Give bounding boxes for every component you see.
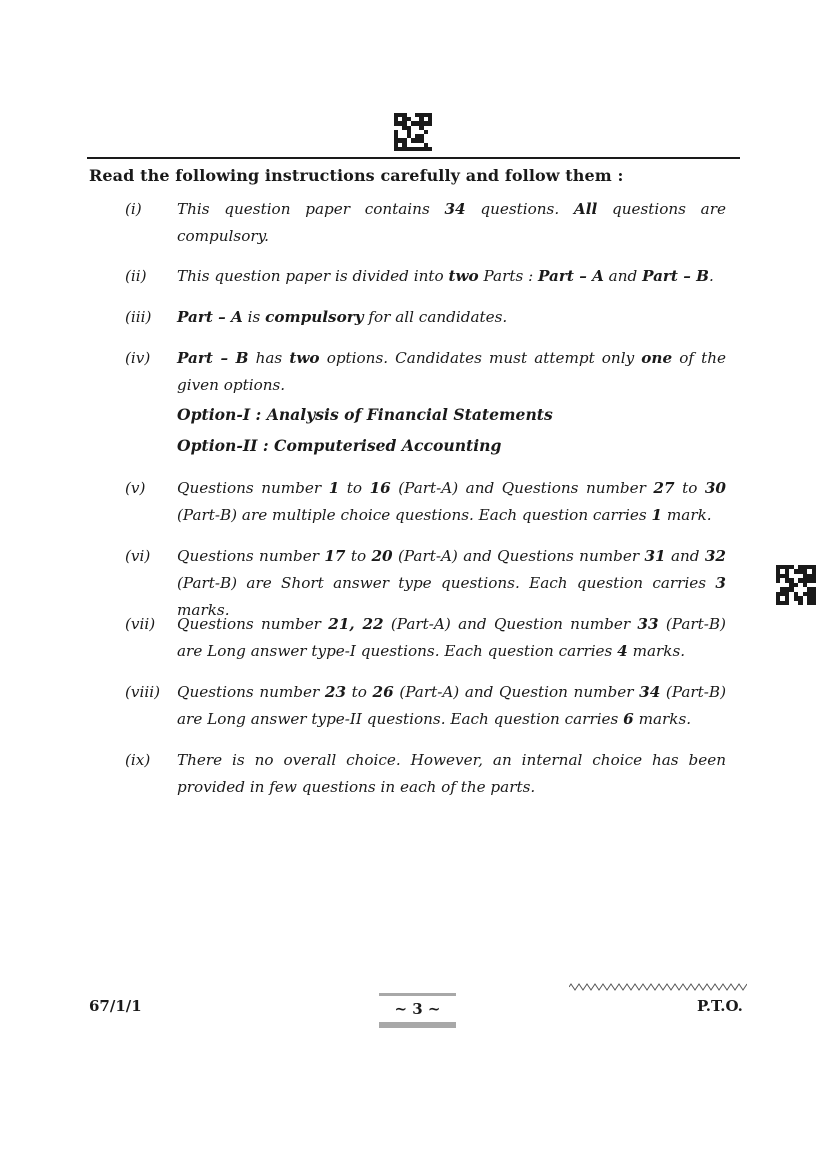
page-number-bottom-bar (379, 1022, 456, 1028)
instruction-text: Questions number 1 to 16 (Part-A) and Questions number 27 to 30 (Part-B) are multiple choice questions. Each question carries 1 mark. (177, 479, 726, 524)
emphasis: 17 (324, 547, 346, 565)
page-number-box (379, 993, 456, 1029)
emphasis: 16 (369, 479, 391, 497)
emphasis: two (289, 349, 320, 367)
instruction-item (125, 747, 726, 801)
pto-label: P.T.O. (697, 997, 743, 1015)
instruction-number: (viii) (125, 683, 161, 701)
emphasis: 34 (639, 683, 661, 701)
emphasis: 1 (328, 479, 340, 497)
instruction-text: Questions number 17 to 20 (Part-A) and Questions number 31 and 32 (Part-B) are Short answer type questions. Each question carries 3 marks. (177, 547, 726, 619)
emphasis: Part – B (642, 267, 709, 285)
instruction-text: Questions number 21, 22 (Part-A) and Question number 33 (Part-B) are Long answer type-I questions. Each question carries 4 marks. (177, 615, 726, 660)
option-two: Option-II : Computerised Accounting (177, 436, 502, 455)
emphasis: 34 (444, 200, 466, 218)
instruction-number: (iii) (125, 308, 152, 326)
page-number-top-bar (379, 993, 456, 996)
emphasis: Part – A (177, 308, 243, 326)
instructions-heading: Read the following instructions carefully and follow them : (89, 166, 624, 185)
emphasis: 1 (651, 506, 663, 524)
top-divider (87, 157, 740, 159)
instruction-text: Questions number 23 to 26 (Part-A) and Question number 34 (Part-B) are Long answer type-II questions. Each question carries 6 marks. (177, 683, 726, 728)
qr-code-side (776, 565, 816, 605)
instruction-item (125, 345, 726, 461)
instruction-item (125, 263, 726, 290)
emphasis: 20 (371, 547, 393, 565)
instruction-text: This question paper contains 34 questions. All questions are compulsory. (177, 200, 726, 245)
instruction-item (125, 196, 726, 250)
emphasis: 30 (704, 479, 726, 497)
emphasis: two (448, 267, 479, 285)
instruction-text: There is no overall choice. However, an internal choice has been provided in few questions in each of the parts. (177, 751, 726, 796)
emphasis: 32 (704, 547, 726, 565)
instruction-number: (vii) (125, 615, 156, 633)
emphasis: Part – A (538, 267, 604, 285)
instruction-text: Part – A is compulsory for all candidates. (177, 308, 508, 326)
emphasis: 33 (637, 615, 659, 633)
instruction-number: (v) (125, 479, 146, 497)
instruction-item (125, 611, 726, 665)
emphasis: 27 (653, 479, 675, 497)
emphasis: Part – B (177, 349, 249, 367)
emphasis: one (641, 349, 673, 367)
instruction-number: (iv) (125, 349, 151, 367)
instruction-item (125, 679, 726, 733)
instruction-text: Part – B has two options. Candidates must attempt only one of the given options. (177, 349, 726, 394)
instruction-text: This question paper is divided into two Parts : Part – A and Part – B. (177, 267, 714, 285)
wavy-divider (569, 982, 747, 992)
instruction-number: (vi) (125, 547, 151, 565)
instruction-number: (ix) (125, 751, 151, 769)
emphasis: 23 (324, 683, 347, 701)
emphasis: 31 (644, 547, 666, 565)
paper-code: 67/1/1 (89, 997, 142, 1015)
emphasis: 21, 22 (328, 615, 384, 633)
qr-code-top (394, 113, 432, 151)
option-one: Option-I : Analysis of Financial Statements (177, 405, 553, 424)
instruction-item (125, 304, 726, 331)
emphasis: 4 (617, 642, 628, 660)
emphasis: 26 (372, 683, 394, 701)
emphasis: All (573, 200, 598, 218)
emphasis: 3 (715, 574, 726, 592)
instruction-number: (ii) (125, 267, 147, 285)
instruction-item (125, 475, 726, 529)
page-number: ~ 3 ~ (394, 1000, 441, 1018)
instruction-number: (i) (125, 200, 142, 218)
emphasis: compulsory (265, 308, 364, 326)
emphasis: 6 (623, 710, 634, 728)
